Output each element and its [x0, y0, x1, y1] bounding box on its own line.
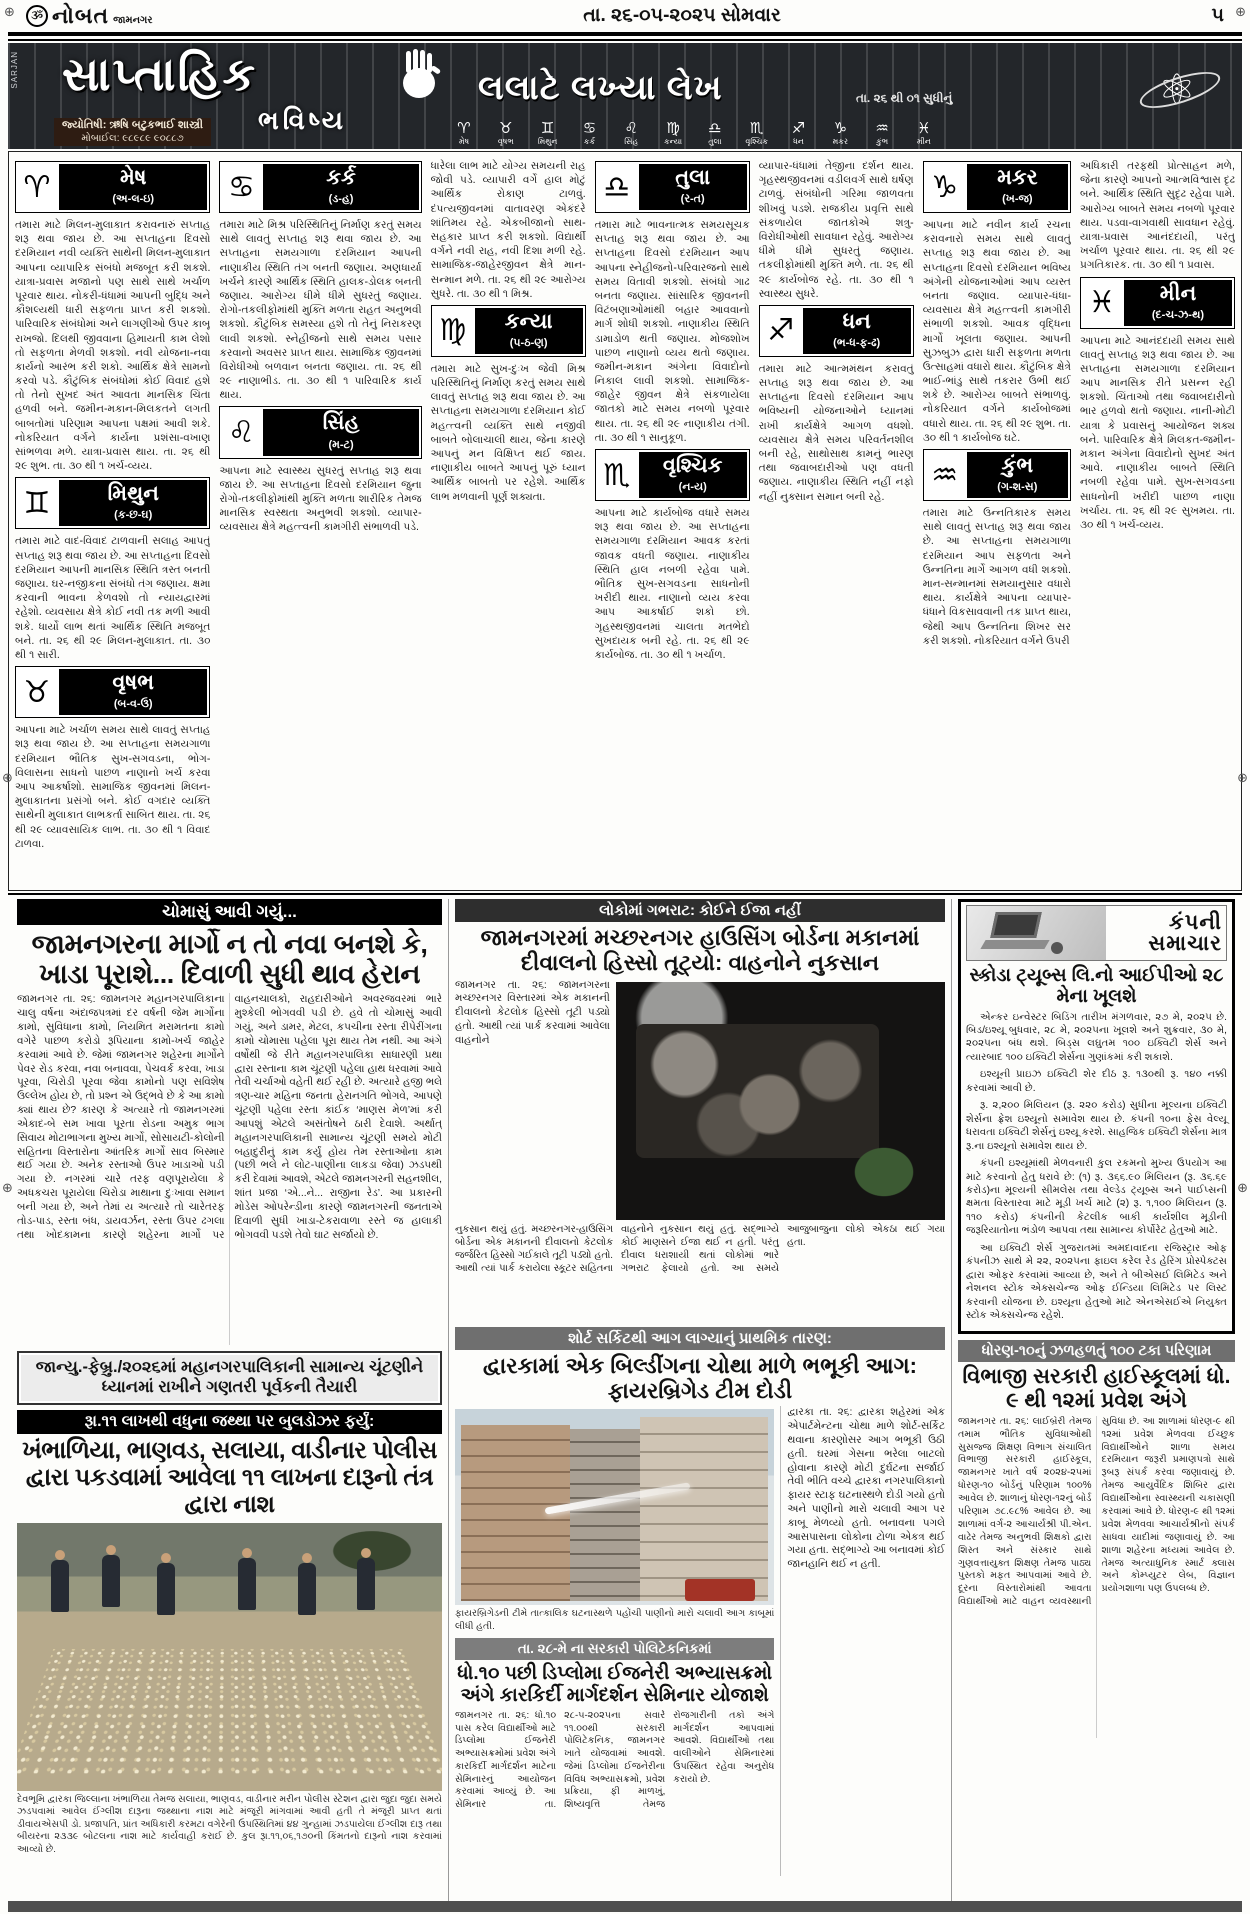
sign-text-kumbh: તમારા માટે ઉન્નતિકારક સમય સાથે લાવતું સપ્તાહ શરૂ થવા જાય છે. આ સપ્તાહના સમયગાળા દરમિયાન આપ સફળતા અને ઉન્નતિના માર્ગે આગળ વધી શકશો. માન-સન્માનમાં સમયાનુસાર વધારો થાય. કાર્યક્ષેત્રે આપના વ્યાપાર-ધંધાને વિકસાવવાની તક પ્રાપ્ત થાય, જેથી આપ ઉન્નતિના શિખર સર કરી શકશો. નોકરિયાત વર્ગને ઉપરી	[922, 507, 1071, 647]
aquarius-icon: ♒	[875, 120, 889, 137]
horoscope-column-7	[1080, 157, 1235, 885]
newspaper-city: જામનગર	[113, 15, 153, 26]
zodiac-strip-item: ♈ મેષ	[457, 120, 471, 146]
laptop-icon	[980, 940, 1049, 949]
sign-text-continuation: વ્યાપાર-ધંધામાં તેજીના દર્શન થાય. ગૃહસ્થજીવનમાં વડીલવર્ગ સાથે ઘર્ષણ ટાળવું. સંબંધોની ગરિમા જાળવતા શીખવું પડશે. રાજકીય પ્રવૃત્તિ સાથે સંકળાયેલ જાતકોએ શત્રુ-વિરોધીઓથી સાવધાન રહેવું. આરોગ્ય ધીમે ધીમે સુધરતું જણાય. તકલીફોમાંથી મુક્તિ મળે. તા. ૨૬ થી ૨૯ કાર્યબોજ રહે. તા. ૩૦ થી ૧ સ્વાસ્થ્ય સુધરે.	[758, 160, 914, 300]
dwarka-fire-left-block	[455, 1406, 774, 1876]
seminar-headline: ધો.૧૦ પછી ડિપ્લોમા ઈજનેરી અભ્યાસક્રમો અંગે કારકિર્દી માર્ગદર્શન સેમિનાર યોજાશે	[457, 1663, 773, 1706]
dwarka-fire-caption: ફાયરબ્રિગેડની ટીમે તાત્કાલિક ઘટનાસ્થળે પહોંચી પાણીનો મારો ચલાવી આગ કાબૂમાં લીધી હતી.	[455, 1608, 775, 1632]
sign-header-vrushchik: ♏ વૃશ્ચિક (ન-ય)	[595, 449, 750, 501]
leo-icon: ♌	[624, 120, 638, 137]
pisces-icon: ♓	[1088, 286, 1116, 320]
zodiac-strip-item: ♐ ધન	[791, 120, 806, 146]
sign-text-meen: આપના માટે આનંદદાયી સમય સાથે લાવતું સપ્તાહ શરૂ થવા જાય છે. આ સપ્તાહના સમયગાળા દરમિયાન આપ માનસિક રીતે પ્રસન્ન રહી શકશો. ચિંતાઓ તથા જવાબદારીનો ભાર હળવો થતો જણાય. નાની-મોટી યાત્રા કે પ્રવાસનું આયોજન શક્ય બને. પારિવારિક ક્ષેત્રે મિલકત-જમીન-મકાન અંગેના વિવાદોનો સુખદ અંત આવે. નાણાકીય બાબતે સ્થિતિ નબળી રહેવા પામે. સુખ-સગવડના સાધનોની ખરીદી પાછળ નાણા ખર્ચાય. તા. ૨૬ થી ૨૯ સુખમય. તા. ૩૦ થી ૧ ખર્ચ-વ્યય.	[1079, 334, 1235, 531]
building-fire-photo	[455, 1409, 774, 1605]
sign-text-vrushabh: આપના માટે ખર્ચાળ સમય સાથે લાવતું સપ્તાહ શરૂ થવા જાય છે. આ સપ્તાહના સમયગાળા દરમિયાન ભૌતિક સુખ-સગવડના, ભોગ-વિલાસના સાધનો પાછળ નાણાનો ખર્ચ કરવા આપ આકર્ષાશો. સામાજિક જીવનમાં મિલન-મુલાકાતના પ્રસંગો બને. કોઈ વગદાર વ્યક્તિ સાથેની મુલાકાત લાભકર્તા સાબિત થાય. તા. ૨૬ થી ૨૯ વ્યાવસાયિક લાભ. તા. ૩૦ થી ૧ વિવાદ ટાળવા.	[15, 724, 211, 850]
person-figure	[298, 1563, 316, 1615]
sign-text-continuation: અધિકારી તરફથી પ્રોત્સાહન મળે, જેના કારણે આપનો આત્મવિશ્વાસ દૃઢ બને. આર્થિક સ્થિતિ સુદૃઢ રહેવા પામે. આરોગ્ય બાબતે સમય નબળો પૂરવાર થાય. પડવા-વાગવાથી સાવધાન રહેવું. યાત્રા-પ્રવાસ આનંદદાયી, પરંતુ ખર્ચાળ પૂરવાર થાય. તા. ૨૬ થી ૨૯ પ્રગતિકારક. તા. ૩૦ થી ૧ પ્રવાસ.	[1079, 160, 1235, 272]
cancer-icon: ♋	[582, 120, 597, 137]
laptop-photo-graphic	[967, 906, 1106, 960]
liquor-caption: દેવભૂમિ દ્વારકા જિલ્લાના ખંભાળિયા તેમજ સલાયા, ભાણવડ, વાડીનાર મરીન પોલીસ સ્ટેશન દ્વારા જુદા જુદા સમયે ઝડપવામાં આવેલ ઈંગ્લીશ દારૂના જથ્થાના નાશ માટે મંજૂરી માંગવામાં આવી હતી તે મંજૂરી પ્રાપ્ત થતાં ડીવાયએસપી ડો. પ્રજાપતિ, પ્રાંત અધિકારી કરમટા વગેરેની ઉપસ્થિતિમાં ૪૪ ગુન્હામાં ઝડપાયેલા ઈંગ્લીશ દારૂ તથા બીયરના ૨૩૩૯ બોટલના નાશ માટે કાર્યવાહી કરાઈ છે. કુલ રૂા.૧૧,૦૬,૧૭૦ની કિંમતનો દારૂનો નાશ કરવામાં આવ્યો છે.	[17, 1793, 442, 1855]
zodiac-strip-item: ♉ વૃષભ	[497, 120, 514, 146]
seminar-bar: તા. ૨૮-મે ના સરકારી પોલિટેકનિકમાં	[455, 1638, 774, 1660]
fire-truck-graphic	[685, 1579, 755, 1601]
registration-mark: ⊕	[1237, 770, 1248, 785]
housing-kicker: લોકોમાં ગભરાટ: કોઈને ઈજા નહીં	[455, 899, 945, 922]
taurus-icon: ♉	[499, 120, 513, 137]
liquor-kicker: રૂા.૧૧ લાખથી વધુના જથ્થા પર બુલડોઝર ફર્યું:	[17, 1410, 442, 1434]
roads-kicker: ચોમાસું આવી ગયું...	[17, 899, 442, 925]
capricorn-icon: ♑	[931, 170, 959, 204]
sign-text-makar: આપના માટે નવીન કાર્ય રચના કરાવનારો સમય સાથે લાવતું સપ્તાહ શરૂ થવા જાય છે. આ સપ્તાહના દિવસો દરમિયાન ભવિષ્ય અંગેની યોજનાઓમાં આપ વ્યસ્ત બનતા જણાવ. વ્યાપાર-ધંધા-વ્યવસાય ક્ષેત્રે મહત્ત્વની કામગીરી સંભાળી શકશો. આવક વૃદ્ધિના માર્ગો ખૂલતા જણાય. આપની સુઝબુઝ દ્વારા ધારી સફળતા મળતા ઉત્સાહમાં વધારો થાય. કૌટુંબિક ક્ષેત્રે ભાઈ-ભાંડુ સાથે તકરાર ઉભી થઈ શકે છે. આરોગ્ય બાબતે સંભાળવું. નોકરિયાત વર્ગને કાર્યબોજમાં વધારો થાય. તા. ૨૬ થી ૨૯ શુભ. તા. ૩૦ થી ૧ કાર્યબોજ ઘટે.	[922, 219, 1071, 444]
liquor-bottles-graphic	[17, 1649, 442, 1774]
company-news-title: કંપની સમાચાર	[1148, 910, 1222, 955]
libra-icon: ♎	[708, 120, 722, 137]
cancer-icon: ♋	[228, 170, 255, 204]
dwarka-fire-kicker: શોર્ટ સર્કિટથી આગ લાગ્યાનું પ્રાથમિક તારણ:	[455, 1327, 945, 1350]
ipo-headline: સ્કોડા ટ્યૂબ્સ લિ.નો આઈપીઓ ૨૮ મેના ખૂલશે	[969, 964, 1224, 1007]
sagittarius-icon: ♐	[791, 120, 806, 137]
sign-text-dhan: તમારા માટે આત્મમંથન કરાવતું સપ્તાહ શરૂ થવા જાય છે. આ સપ્તાહના દિવસો દરમિયાન આપ ભવિષ્યની યોજનાઓને ધ્યાનમાં રાખી કાર્યક્ષેત્રે આગળ વધશો. વ્યવસાય ક્ષેત્રે સમય પરિવર્તનશીલ બની રહે, સાથોસાથ કામનું ભારણ તથા જવાબદારીઓ પણ વધતી જણાય. નાણાકીય સ્થિતિ નહીં નફો નહીં નુક્સાન સમાન બની રહે.	[758, 362, 914, 503]
gemini-icon: ♊	[23, 486, 51, 520]
seminar-body: જામનગર તા. ૨૬: ધો.૧૦ પાસ કરેલ વિદ્યાર્થીઓ માટે ડિપ્લોમા ઈજનેરી અભ્યાસક્રમોમાં પ્રવેશ અંગે કારકિર્દી માર્ગદર્શન માટેના સેમિનારનું આયોજન કરવામાં આવ્યું છે. આ સેમિનાર તા. ૨૮-૫-૨૦૨૫ના સવારે ૧૧.૦૦થી સરકારી પોલિટેકનિક, જામનગર ખાતે યોજવામાં આવશે. જેમાં ડિપ્લોમા ઈજનેરીના વિવિધ અભ્યાસક્રમો, પ્રવેશ પ્રક્રિયા, ફી માળખું, શિષ્યવૃત્તિ તેમજ રોજગારીની તકો અંગે માર્ગદર્શન આપવામાં આવશે. વિદ્યાર્થીઓ તથા વાલીઓને સેમિનારમાં ઉપસ્થિત રહેવા અનુરોધ કરાયો છે.	[455, 1709, 775, 1811]
housing-body-left: જામનગર તા. ૨૬: જામનગરના મચ્છરનગર વિસ્તારમાં એક મકાનની દીવાલનો કેટલોક હિસ્સો તૂટી પડ્યો હતો. આથી ત્યાં પાર્ક કરવામાં આવેલા વાહનોને	[455, 979, 610, 1046]
sagittarius-icon: ♐	[767, 314, 795, 348]
planet-atom-graphic	[1144, 53, 1214, 123]
logo-emblem-icon: ૐ	[26, 5, 48, 27]
building-graphic	[640, 1417, 768, 1601]
zodiac-strip-item: ♍ કન્યા	[663, 120, 683, 146]
newspaper-name: નોબત	[52, 3, 110, 28]
ipo-para: રૂ. ૨,૨૦૦ મિલિયન (રૂ. ૨૨૦ કરોડ) સુધીના મૂલ્યના ઇક્વિટી શેર્સના ફ્રેશ ઇશ્યૂનો સમાવેશ થાય છે. કંપની ૧૦ના ફેસ વેલ્યૂ ધરાવતા ઇક્વિટી શેર્સનું ઇશ્યૂ કરશે. સાહજિક ઇક્વિટી શેર્સના માત્ર રૂ.ના ઇશ્યૂનો સમાવેશ થાય છે.	[966, 1100, 1227, 1152]
zodiac-strip-item: ♌ સિંહ	[624, 120, 639, 146]
sign-text-kark: તમારા માટે મિશ્ર પરિસ્થિતિનું નિર્માણ કરતું સમય સાથે લાવતું સપ્તાહ શરૂ થવા જાય છે. આ સપ્તાહના સમયગાળા દરમિયાન આપની નાણાકીય સ્થિતિ તંગ બનતી જણાય. અણધાર્યા ખર્ચને કારણે આર્થિક સ્થિતિ હાલક-ડોલક બનતી જણાય. આરોગ્ય ધીમે ધીમે સુધરતું જણાય. રોગો-તકલીફોમાંથી મુક્તિ મળતા રાહત અનુભવી શકશો. કૌટુંબિક સમસ્યા હશે તો તેનું નિરાકરણ લાવી શકશો. સ્નેહીજનો સાથે સમય પસાર કરવાનો અવસર પ્રાપ્ત થાય. સામાજિક જીવનમાં વિરોધીઓ બળવાન બનતા જણાય. તા. ૨૬ થી ૨૯ નાણાભીડ. તા. ૩૦ થી ૧ પારિવારિક કાર્ય થાય.	[219, 219, 422, 402]
plant-graphic	[849, 1143, 919, 1201]
liquor-destruction-photo	[17, 1523, 442, 1791]
roads-body	[17, 993, 442, 1345]
sign-header-tula: ♎ તુલા (ર-ત)	[595, 161, 750, 213]
sign-header-meen: ♓ મીન (દ-ચ-ઝ-થ)	[1080, 277, 1235, 329]
aries-icon: ♈	[23, 170, 51, 204]
center-news-column	[448, 899, 945, 1907]
newspaper-logo	[26, 3, 153, 29]
horoscope-column-2	[219, 157, 421, 885]
person-figure	[157, 1563, 175, 1615]
libra-icon: ♎	[603, 170, 631, 204]
person-figure	[238, 1558, 256, 1610]
gemini-icon: ♊	[540, 120, 555, 137]
ipo-para: આ ઇક્વિટી શેર્સ ગુજરાતમાં અમદાવાદના રજિસ્ટ્રાર ઓફ કંપનીઝ સાથે મે ૨૨, ૨૦૨૫ના ફાઇલ કરેલ રેડ હેરિંગ પ્રોસ્પેક્ટસ દ્વારા ઓફર કરવામાં આવ્યા છે, અને તે બીએસઈ લિમિટેડ અને નેશનલ સ્ટોક એક્સચેન્જ ઓફ ઈન્ડિયા લિમિટેડ પર લિસ્ટ કરવાની યોજના છે. ઇશ્યૂના હેતુઓ માટે એનએસઈએ નિયુક્ત સ્ટોક એક્સચેન્જ રહેશે.	[966, 1242, 1227, 1322]
registration-mark: ⊕	[2, 1180, 13, 1195]
registration-mark: ⊕	[4, 4, 15, 19]
zodiac-strip-item: ♑ મકર	[832, 120, 849, 146]
school-headline: વિભાજી સરકારી હાઈસ્કૂલમાં ધો. ૯ થી ૧૨માં પ્રવેશ અંગે	[962, 1364, 1231, 1412]
page-header	[0, 0, 1250, 32]
sign-header-kumbh: ♒ કુંભ (ગ-શ-સ)	[923, 449, 1071, 501]
election-note-box: જાન્યુ.-ફેબ્રુ./૨૦૨૬માં મહાનગરપાલિકાની સામાન્ય ચૂંટણીને ધ્યાનમાં રાખીને ગણતરી પૂર્વકની તૈયારી	[17, 1351, 442, 1405]
zodiac-strip-item: ♏ વૃશ્ચિક	[745, 120, 769, 146]
registration-mark: ⊕	[1235, 4, 1246, 19]
right-news-column	[951, 899, 1235, 1907]
sign-text-mesh: તમારા માટે મિલન-મુલાકાત કરાવનારું સપ્તાહ શરૂ થવા જાય છે. આ સપ્તાહના દિવસો દરમિયાન નવી વ્યક્તિ સાથેની મિલન-મુલાકાત આપના વ્યાપારિક સંબંધો મજબૂત કરી શકશે. યાત્રા-પ્રવાસ મજાનો પણ સાથે સાથે ખર્ચાળ પૂરવાર થાય. નોકરી-ધંધામાં આપની બુદ્ધિ અને કૌશલ્યથી ધારી સફળતા પ્રાપ્ત કરી શકશો. પારિવારિક સંબંધોમાં અને લાગણીઓ ઉપર કાબૂ રાખજો. દિલથી જીવવાના હિમાયતી કામ લેશો તો સફળતા મેળવી શકશો. નવી યોજના-નવા કાર્યનો આરંભ કરી શકો. આર્થિક ક્ષેત્રે સામનો કરવો પડે. કૌટુંબિક સંબંધોમાં કોઈ વિવાદ હશે તો તેનો સુખદ અંત આવતા માનસિક ચિંતા હળવી બને. જમીન-મકાન-મિલકતને લગતી બાબતોમાં પરિણામ આપના પક્ષમાં આવી શકે. નોકરિયાત વર્ગને કાર્યના પ્રશંસા-વખાણ સાંભળવા મળે. યાત્રા-પ્રવાસ થાય. તા. ૨૬ થી ૨૯ શુભ. તા. ૩૦ થી ૧ ખર્ચ-વ્યય.	[15, 219, 211, 473]
masthead-subtitle: ભવિષ્ય	[258, 105, 348, 135]
left-news-column	[17, 899, 442, 1907]
zodiac-strip-item: ♊ મિથુન	[537, 120, 558, 146]
dwarka-fire-headline: દ્વારકામાં એક બિલ્ડીંગના ચોથા માળે ભભૂકી આગ: ફાયરબ્રિગેડ ટીમ દોડી	[482, 1352, 918, 1403]
virgo-icon: ♍	[439, 314, 467, 348]
news-section	[0, 895, 1250, 1907]
palm-hand-icon	[400, 49, 446, 106]
bottom-rule	[8, 1901, 1242, 1912]
dwarka-fire-side-text: દ્વારકા તા. ૨૬: દ્વારકા શહેરમાં એક એપાર્ટમેન્ટના ચોથા માળે શોર્ટ-સર્કિટ થવાના કારણોસર આગ ભભૂકી ઉઠી હતી. ઘરમાં ગેસના ભરેલા બાટલો હોવાના કારણે મોટી દુર્ઘટના સર્જાઈ તેવી ભીતિ વચ્ચે દ્વારકા નગરપાલિકાનો ફાયર સ્ટાફ ઘટનાસ્થળે દોડી ગયો હતો અને પાણીનો મારો ચલાવી આગ પર કાબૂ મેળવ્યો હતો. બનાવના પગલે આસપાસના લોકોના ટોળા એકત્ર થઈ ગયા હતા. સદ્ભાગ્યે આ બનાવમાં કોઈ જાનહાનિ થઈ ન હતી.	[780, 1406, 945, 1876]
zodiac-strip	[444, 121, 944, 147]
person-figure	[357, 1558, 375, 1610]
collapsed-wall-photo	[616, 982, 945, 1220]
company-news-box	[958, 899, 1235, 1334]
date-line: તા. ૨૬-૦૫-૨૦૨૫ સોમવાર	[583, 5, 781, 26]
leo-icon: ♌	[228, 416, 255, 449]
horoscope-column-3	[431, 157, 586, 885]
school-kicker: ધોરણ-૧૦નું ઝળહળતું ૧૦૦ ટકા પરિણામ	[958, 1340, 1235, 1362]
horoscope-section	[8, 151, 1242, 891]
horoscope-column-4	[595, 157, 750, 885]
school-body: જામનગર તા. ૨૬: લાઈબ્રેરી તેમજ તમામ ભૌતિક સુવિધાઓથી સુસજ્જ શિક્ષણ વિભાગ સંચાલિત વિભાજી સરકારી હાઈસ્કૂલ, જામનગર ખાતે વર્ષ ૨૦૨૪-૨૫માં ધોરણ-૧૦ બોર્ડનું પરિણામ ૧૦૦% આવેલ છે. શાળાનું ધોરણ-૧૨નું બોર્ડ પરિણામ ૭૮.૯૮% આવેલ છે. આ શાળામાં વર્ગ-૨ આચાર્યશ્રી પી.એન. વાઢેર તેમજ અનુભવી શિક્ષકો દ્વારા શિસ્ત અને સંસ્કાર સાથે ગુણવત્તાયુક્ત શિક્ષણ તેમજ પાઠ્ય પુસ્તકો મફત આપવામાં આવે છે. દૂરના વિસ્તારોમાંથી આવતા વિદ્યાર્થીઓ માટે વાહન વ્યવસ્થાની સુવિધા છે. આ શાળામાં ધોરણ-૯ થી ૧૨માં પ્રવેશ મેળવવા ઈચ્છુક વિદ્યાર્થીઓને શાળા સમય દરમિયાન જરૂરી પ્રમાણપત્રો સાથે રૂબરૂ સંપર્ક કરવા જણાવાયું છે. તેમજ આયુર્વેદિક શિબિર દ્વારા વિદ્યાર્થીઓના સ્વાસ્થ્યની ચકાસણી કરવામાં આવે છે. ધોરણ-૯ થી ૧૨માં પ્રવેશ મેળવવા આચાર્યશ્રીનો સંપર્ક સાધવા યાદીમાં જણાવાયું છે. આ શાળા શહેરના મધ્યમાં આવેલ છે. તેમજ અત્યાધુનિક સ્માર્ટ ક્લાસ અને કોમ્પ્યુટર લેબ, વિજ્ઞાન પ્રયોગશાળા પણ ઉપલબ્ધ છે.	[958, 1415, 1235, 1608]
sign-letters: (અ-લ-ઇ)	[112, 193, 155, 206]
person-figure	[102, 1555, 120, 1607]
sign-header-sinh: ♌ સિંહ (મ-ટ)	[219, 406, 421, 458]
capricorn-icon: ♑	[833, 120, 848, 137]
housing-body-bottom: નુકસાન થયું હતું. મચ્છરનગર-હાઉસિંગ બોર્ડના એક મકાનની દીવાલનો કેટલોક જર્જરિત હિસ્સો ગઈકાલે તૂટી પડ્યો હતો. આથી ત્યાં પાર્ક કરાયેલા સ્કૂટર સહિતના વાહનોને નુકસાન થયું હતું. સદ્ભાગ્યે કોઈ માણસને ઈજા થઈ ન હતી. પરંતુ દીવાલ ધરાશાયી થતાં લોકોમાં ભારે ગભરાટ ફેલાયો હતો. આ સમયે આજુબાજુના લોકો એકઠા થઈ ગયા હતા.	[455, 1223, 945, 1274]
cup-icon	[1051, 942, 1063, 954]
masthead-title: સાપ્તાહિક	[62, 48, 258, 100]
scorpio-icon: ♏	[603, 458, 631, 492]
sign-header-mesh	[15, 161, 210, 213]
sign-header-kanya: ♍ કન્યા (પ-ઠ-ણ)	[431, 305, 586, 357]
astrologer-name: જ્યોતિષી: ઋષિ બટુકભાઈ શાસ્ત્રી	[62, 118, 204, 131]
taurus-icon: ♉	[23, 675, 51, 709]
laptop-icon	[990, 912, 1042, 938]
sign-text-vrushchik: આપના માટે કાર્યબોજ વધારે સમય શરૂ થવા જાય છે. આ સપ્તાહના સમયગાળા દરમિયાન આવક કરતાં જાવક વધતી જણાય. નાણાકીય સ્થિતિ હાલ નબળી રહેવા પામે. ભૌતિક સુખ-સગવડના સાધનોની ખરીદી થાય. નાણાનો વ્યય કરવા આપ આકર્ષાઈ શકો છો. ગૃહસ્થજીવનમાં ચાલતા મતભેદો સુખદાયક બની રહે. તા. ૨૬ થી ૨૯ કાર્યબોજ. તા. ૩૦ થી ૧ ખર્ચાળ.	[594, 507, 750, 661]
horoscope-masthead	[8, 43, 1242, 149]
sign-header-vrushabh: ♉ વૃષભ (બ-વ-ઉ)	[15, 666, 210, 718]
registration-mark: ⊕	[2, 770, 13, 785]
roads-body-left: જામનગર તા. ૨૬: જામનગર મહાનગરપાલિકાના ચાલુ વર્ષના અંદાજપત્રમાં દર વર્ષની જેમ માર્ગોના કામો, સુવિધાના કામો, નિયમિત મરામતના કામો વગેરે પાછળ કરોડો રૂપિયાના કામો-ખર્ચ જાહેર કરવામાં આવે છે. જેમાં જામનગર શહેરના માર્ગોને પેવર રોડ કરવા, નવા બનાવવા, પેચવર્ક કરવા, ખાડા પૂરવા, ચિરોડી પૂરવા જેવા કામોનો પણ સવિશેષ ઉલ્લેખ હોય છે, તો પ્રશ્ન એ ઉદ્ભવે છે કે આ કામો ક્યાં થાય છે? કારણ કે અત્યારે તો જામનગરમાં એકાદ-બે સમ ખાવા પૂરતા રોડના અમુક ભાગ સિવાય મોટાભાગના મુખ્ય માર્ગો, સોસાયટી-કોલોની સહિતના વિસ્તારોના આંતરિક માર્ગો સાવ બિસ્માર થઈ ગયા છે. અનેક રસ્તાઓ ઉપર ખાડાઓ પડી ગયા છે. નગરમાં ચારે તરફ વણપૂરાયેલા કે અધકચરા પૂરાયેલા ચિરોડા માથાના દુઃખાવા સમાન બની ગયા છે, અને તેમાં ય અત્યારે તો ચારેતરફ તોડ-પાડ, રસ્તા બંધ, ડાયવર્ઝન, રસ્તા ઉપર ઢગલા તથા ખોદકામના કારણે શહેરના માર્ગો પર વાહનચાલકો, રાહદારીઓને અવરજવરમાં ભારે મુશ્કેલી ભોગવવી પડી છે.	[17, 994, 442, 1241]
sign-text-sinh: આપના માટે સ્વાસ્થ્ય સુધરતું સપ્તાહ શરૂ થવા જાય છે. આ સપ્તાહના દિવસો દરમિયાન જુના રોગો-તકલીફોમાંથી મુક્તિ મળતા શારીરિક તેમજ માનસિક સ્વસ્થતા અનુભવી શકશો. વ્યાપાર-વ્યવસાય ક્ષેત્રે મહત્ત્વની કામગીરી સંભાળવી પડે.	[219, 464, 422, 534]
feature-title: લલાટે લખ્યા લેખ	[478, 69, 723, 107]
page-number: ૫	[1211, 5, 1224, 26]
pisces-icon: ♓	[917, 120, 931, 137]
roads-headline: જામનગરના માર્ગો ન તો નવા બનશે કે, ખાડા પૂરાશે... દિવાળી સુધી થાવ હેરાન	[31, 929, 428, 990]
sign-header-mithun: ♊ મિથુન (ક-છ-ઘ)	[15, 477, 210, 529]
housing-headline: જામનગરમાં મચ્છરનગર હાઉસિંગ બોર્ડના મકાનમાં દીવાલનો હિસ્સો તૂટ્યો: વાહનોને નુકસાન	[480, 925, 920, 976]
ipo-para: ઇશ્યૂની પ્રાઇઝ ઇક્વિટી શેર દીઠ રૂ. ૧૩૦થી રૂ. ૧૪૦ નક્કી કરવામાં આવી છે.	[966, 1069, 1227, 1094]
sign-name: મેષ	[119, 166, 147, 189]
sign-text-tula: તમારા માટે ભાવનાત્મક સમયસૂચક સપ્તાહ શરૂ થવા જાય છે. આ સપ્તાહના દિવસો દરમિયાન આપ આપના સ્નેહીજનો-પરિવારજનો સાથે સમય વિતાવી શકશો. સંબંધો ગાઢ બનતા જણાય. સાંસારિક જીવનની વિટંબણાઓમાંથી બહાર આવવાનો માર્ગ શોધી શકશો. નાણાકીય સ્થિતિ ડામાડોળ થતી જણાય. મોજશોખ પાછળ નાણાનો વ્યય થતો જણાય. જમીન-મકાન અંગેના વિવાદોનો નિકાલ લાવી શકશો. સામાજિક-જાહેર જીવન ક્ષેત્રે સંકળાયેલા જાતકો માટે સમય નબળો પૂરવાર થાય. તા. ૨૬ થી ૨૯ નાણાકીય તંગી. તા. ૩૦ થી ૧ સાનુકૂળ.	[594, 219, 750, 444]
astrologer-box	[54, 118, 211, 146]
sign-header-makar: ♑ મકર (ખ-જ)	[923, 161, 1071, 213]
roads-body-right: હવે તો ચોમાસું આવી ગયું, અને ડામર, મેટલ, કપચીના રસ્તા રીપેરીંગના કામો ચોમાસા પહેલા પૂરા થાય તેમ નથી. આ અંગે વર્ષોથી જે રીતે મહાનગરપાલિકા સાધારણી પ્રથા દ્વારા રસ્તાના કામ ચૂંટણી પહેલા હાથ ધરવામાં આવે તેવી ચર્ચાઓ વહેતી થઈ રહી છે. અત્યારે હજી ભલે ત્રણ-ચાર મહિના જનતા હેરાનગતિ ભોગવે, આપણે ચૂંટણી પહેલા રસ્તા કાંઈક ‘માણસ મેળ’માં કરી આપશું એટલે અસંતોષને ઠારી દેવાશે. અર્થાત્ મહાનગરપાલિકાની સામાન્ય ચૂંટણી સમયે મોટી બહાદુરીનું કામ કર્યું હોય તેમ રસ્તાઓના કામ (પછી ભલે ને લોટ-પાણીના લાકડા જેવા) ઝડપથી કરી દેવામાં આવશે, એટલે જામનગરની સહનશીલ, શાંત પ્રજા ‘એ...ને... રાજીના રેડ’. આ પ્રકારની મોડેસ ઓપરેન્ડીના કારણે જામનગરની જનતાએ દિવાળી સુધી ખાડા-ટેકરાવાળા રસ્તે જ હાલાકી ભોગવવી પડશે તેવો ઘાટ સર્જાયો છે.	[234, 1008, 442, 1241]
liquor-headline: ખંભાળિયા, ભાણવડ, સલાયા, વાડીનાર પોલીસ દ્વારા પકડવામાં આવેલા ૧૧ લાખના દારૂનો તંત્ર દ્વારા નાશ	[22, 1437, 437, 1518]
header-rule	[8, 32, 1242, 41]
virgo-icon: ♍	[666, 120, 680, 137]
scorpio-icon: ♏	[749, 120, 764, 137]
registration-mark: ⊕	[1237, 1180, 1248, 1195]
atom-icon: ⚛	[1158, 66, 1196, 113]
person-figure	[51, 1560, 69, 1612]
zodiac-strip-item: ♎ તુલા	[708, 120, 722, 146]
aquarius-icon: ♒	[931, 458, 959, 492]
company-news-header	[966, 905, 1227, 961]
aries-icon: ♈	[457, 120, 471, 137]
horoscope-column-1	[15, 157, 210, 885]
ipo-para: કંપની ઇશ્યૂમાંથી મેળવનારી કુલ રકમનો મુખ્ય ઉપયોગ આ માટે કરવાનો હેતુ ધરાવે છે: (૧) રૂ. ૩૬૬.૯૦ મિલિયન (રૂ. ૩૬.૬૯ કરોડ)ના મૂલ્યની સીમલેસ તથા વેલ્ડેડ ટ્યૂબ્સ અને પાઈપ્સની ક્ષમતા વિસ્તારવા માટે મૂડી ખર્ચ માટે (૨) રૂ. ૧,૧૦૦ મિલિયન (રૂ. ૧૧૦ કરોડ) કંપનીની કેટલીક બાકી કાર્યશીલ મૂડીની જરૂરિયાતોના ભંડોળ આપવા તથા સામાન્ય કોર્પોરેટ હેતુઓ માટે.	[966, 1158, 1227, 1237]
sign-text-continuation: ધારેલા લાભ માટે યોગ્ય સમયની રાહ જોવી પડે. વ્યાપારી વર્ગે હાલ મોટું આર્થિક રોકાણ ટાળવું. દંપત્યજીવનમાં વાતાવરણ એકંદરે શાંતિમય રહે. એકબીજાનો સાથ-સહકાર પ્રાપ્ત કરી શકશો. વિદ્યાર્થી વર્ગને નવી રાહ, નવી દિશા મળી રહે. સામાજિક-જાહેરજીવન ક્ષેત્રે માન-સન્માન મળે. તા. ૨૬ થી ૨૯ આરોગ્ય સુધરે. તા. ૩૦ થી ૧ મિશ્ર.	[430, 160, 586, 300]
zodiac-strip-item: ♒ કુંભ	[875, 120, 889, 146]
credit-text: SARJAN	[10, 51, 19, 89]
horoscope-column-6	[923, 157, 1071, 885]
sign-text-mithun: તમારા માટે વાદ-વિવાદ ટાળવાની સલાહ આપતું સપ્તાહ શરૂ થવા જાય છે. આ સપ્તાહના દિવસો દરમિયાન આપની માનસિક સ્થિતિ ત્રસ્ત બનતી જણાય. ઘર-નજીકના સંબંધો તંગ જણાય. ક્ષમા કરવાની ભાવના કેળવશો તો ન્યાયદ્વારમાં રહેશો. વ્યવસાય ક્ષેત્રે કોઈ નવી તક મળી આવી શકે. ધાર્યો લાભ થતાં આર્થિક સ્થિતિ મજબૂત બને. તા. ૨૬ થી ૨૯ મિલન-મુલાકાત. તા. ૩૦ થી ૧ સારી.	[15, 535, 211, 661]
sign-header-dhan: ♐ ધન (ભ-ધ-ફ-ઢ)	[759, 305, 914, 357]
zodiac-strip-item: ♋ કર્ક	[582, 120, 597, 146]
horoscope-column-5	[759, 157, 914, 885]
astrologer-mobile: મોબાઈલ: ૯૮૯૮૯ ૯૦૮૮૭	[81, 132, 184, 144]
sign-header-kark: ♋ કર્ક (ડ-હ)	[219, 161, 421, 213]
rubble-graphic	[636, 1024, 880, 1157]
ipo-para: એન્કર ઇન્વેસ્ટર બિડિંગ તારીખ મંગળવાર, ૨૭ મે, ૨૦૨૫ છે. બિડ/ઇશ્યૂ બુધવાર, ૨૮ મે, ૨૦૨૫ના ખૂલશે અને શુક્રવાર, ૩૦ મે, ૨૦૨૫ના બંધ થશે. બિડ્સ લઘુતમ ૧૦૦ ઇક્વિટી શેર્સ અને ત્યારબાદ ૧૦૦ ઇક્વિટી શેર્સના ગુણાંકમાં કરી શકાશે.	[966, 1011, 1227, 1063]
sign-text-kanya: તમારા માટે સુખ-દુઃખ જેવી મિશ્ર પરિસ્થિતિનું નિર્માણ કરતું સમય સાથે લાવતું સપ્તાહ શરૂ થવા જાય છે. આ સપ્તાહના સમયગાળા દરમિયાન કોઈ મહત્ત્વની વ્યક્તિ સાથે નજીવી બાબતે બોલાચાલી થાય, જેના કારણે આપનું મન વિક્ષિપ્ત થઈ જાય. નાણાકીય બાબતે આપનું પૂરું ધ્યાન આર્થિક બાબતો પર રહેશે. આર્થિક લાભ મળવાની પૂર્ણ શક્યતા.	[430, 362, 586, 503]
zodiac-strip-item: ♓ મીન	[916, 120, 931, 146]
feature-date-range: તા. ૨૬ થી ૦૧ સુધીનું	[856, 91, 953, 105]
